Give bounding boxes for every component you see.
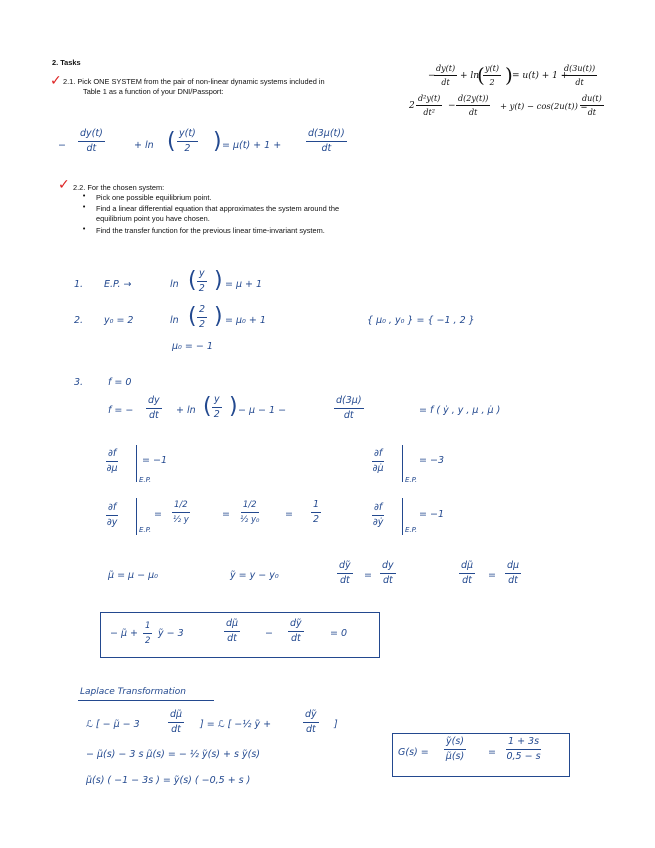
sys2-frac1: $\frac{\text{d²y(t)}}{\text{dt²}}$: [418, 94, 441, 117]
step1-ln: ln: [170, 279, 179, 290]
linear-eq-a: − μ̃ +: [110, 628, 139, 639]
step3-frac-dy: $\frac{dy}{dt}$: [148, 395, 160, 421]
step2-equilibrium-set: { μ₀ , y₀ } = { −1 , 2 }: [367, 315, 475, 326]
evaluation-bar: [136, 445, 137, 482]
sys2-frac2: $\frac{d(2y(t))}{dt}$: [458, 94, 489, 117]
partial-f-mudot-value: = −3: [419, 455, 444, 466]
substitution-dmu: $\frac{d\mu}{dt}$: [507, 560, 520, 586]
step3-frac-d3mu: $\frac{d(3\mu)}{dt}$: [336, 395, 362, 421]
bullet-icon: •: [82, 225, 87, 233]
transfer-function-ratio: $\frac{\text{ỹ(s)}}{\mũ(s)}$: [445, 736, 465, 762]
task-2-2-bullet: Find a linear differential equation that approximates the system around the: [96, 204, 340, 213]
step2-label: 2.: [74, 315, 84, 326]
laplace-line2: − μ̃(s) − 3 s μ̃(s) = − ½ ỹ(s) + s ỹ(s): [86, 749, 260, 760]
partial-f-mu: $\frac{\partial f}{\partial\mu}$: [106, 448, 118, 474]
bullet-icon: •: [82, 192, 87, 200]
step2-frac: $\frac{2}{2}$: [199, 304, 206, 330]
laplace-frac-dy: $\frac{\text{dỹ}}{dt}$: [305, 709, 317, 735]
evaluation-bar: [136, 498, 137, 535]
equals-sign: =: [364, 570, 372, 581]
task-2-1-line2: Table 1 as a function of your DNI/Passport:: [83, 87, 224, 96]
sys2-minus: −: [448, 101, 456, 111]
evaluation-bar: [402, 498, 403, 535]
step1-label: 1.: [74, 279, 84, 290]
partial-f-ydot: $\frac{\partial f}{\text{∂ẏ}}$: [372, 502, 384, 528]
task-2-2-bullet: Pick one possible equilibrium point.: [96, 193, 212, 202]
sys1-ln: + ln: [460, 71, 480, 81]
equals-sign: =: [285, 509, 293, 520]
step3-f0: f = 0: [108, 377, 132, 388]
partial-f-mu-value: = −1: [142, 455, 167, 466]
transfer-function-label: G(s) =: [398, 747, 429, 758]
chosen-frac1: $\frac{dy(t)}{dt}$: [80, 128, 103, 154]
laplace-frac-dmu: $\frac{d\mũ}{dt}$: [170, 709, 183, 735]
evaluation-bar: [402, 445, 403, 482]
linear-eq-dmu: $\frac{d\mũ}{dt}$: [226, 618, 239, 644]
substitution-dy-tilde: $\frac{\text{dỹ}}{dt}$: [339, 560, 351, 586]
ep-subscript: E.P.: [405, 526, 418, 534]
sys1-frac1: $\frac{dy(t)}{dt}$: [436, 64, 456, 87]
sys2-prefix: 2: [409, 101, 415, 111]
substitution-dy: $\frac{dy}{dt}$: [382, 560, 394, 586]
step2-rhs: = μ₀ + 1: [225, 315, 266, 326]
linear-eq-b: ỹ − 3: [158, 628, 184, 639]
step2-mu0: μ₀ = − 1: [172, 341, 213, 352]
partial-f-y-frac2: $\frac{1/2}{\text{½ y₀}}$: [240, 500, 260, 525]
task-2-1-line1: 2.1. Pick ONE SYSTEM from the pair of non-linear dynamic systems included in: [63, 77, 325, 86]
sys2-frac3: $\frac{du(t)}{dt}$: [582, 94, 602, 117]
ep-subscript: E.P.: [139, 526, 152, 534]
linear-eq-dy: $\frac{\text{dỹ}}{dt}$: [290, 618, 302, 644]
linear-eq-d: = 0: [330, 628, 348, 639]
partial-f-mudot: $\frac{\partial f}{\partial\mu̇}$: [372, 448, 384, 474]
step3-label: 3.: [74, 377, 84, 388]
substitution-dmu-tilde: $\frac{d\mũ}{dt}$: [461, 560, 474, 586]
partial-f-y-frac1: $\frac{1/2}{\text{½ y}}$: [172, 500, 189, 525]
task-2-2-title: 2.2. For the chosen system:: [73, 183, 165, 192]
linear-eq-half: $\frac{1}{2}$: [145, 621, 151, 646]
step3-fargs: = f ( ẏ , y , μ , μ̇ ): [419, 405, 501, 416]
bullet-icon: •: [82, 203, 87, 211]
task-2-2-bullet-cont: equilibrium point you have chosen.: [96, 214, 210, 223]
sys1-prefix: −: [428, 71, 436, 81]
sys1-rhs: = u(t) + 1 +: [512, 71, 569, 81]
laplace-title-underline: [78, 700, 214, 701]
step2-ln: ln: [170, 315, 179, 326]
sys1-frac2: $\frac{y(t)}{2}$: [485, 64, 499, 87]
step3-mid: − μ − 1 −: [238, 405, 287, 416]
equals-sign: =: [488, 570, 496, 581]
equals-sign: =: [488, 747, 496, 758]
step2-y0: y₀ = 2: [104, 315, 134, 326]
checkmark-icon: ✓: [50, 73, 62, 89]
step1-rhs: = μ + 1: [225, 279, 263, 290]
section-title: 2. Tasks: [52, 58, 81, 67]
step3-ln: + ln: [176, 405, 196, 416]
equals-sign: =: [222, 509, 230, 520]
substitution-mu: μ̃ = μ − μ₀: [108, 570, 158, 581]
laplace-title: Laplace Transformation: [80, 687, 186, 697]
ep-subscript: E.P.: [139, 476, 152, 484]
chosen-frac3: $\frac{d(3\mu(t))}{dt}$: [308, 128, 345, 154]
step3-frac-y: $\frac{y}{2}$: [213, 394, 220, 420]
step3-f-prefix: f = −: [108, 405, 134, 416]
laplace-line1-a: ℒ [ − μ̃ − 3: [86, 719, 140, 730]
step1-ep: E.P. →: [104, 279, 132, 290]
sys1-frac3: $\frac{d(3u(t))}{dt}$: [564, 64, 596, 87]
step1-frac: $\frac{y}{2}$: [198, 268, 205, 294]
laplace-line3: μ̃(s) ( −1 − 3s ) = ỹ(s) ( −0,5 + s ): [86, 775, 251, 786]
ep-subscript: E.P.: [405, 476, 418, 484]
substitution-y: ỹ = y − y₀: [230, 570, 279, 581]
laplace-line1-c: ]: [334, 719, 338, 730]
partial-f-y: $\frac{\partial f}{\partial y}$: [106, 502, 118, 528]
chosen-frac2: $\frac{y(t)}{2}$: [179, 128, 196, 154]
sys2-rhs: + y(t) − cos(2u(t)) =: [500, 101, 588, 111]
partial-f-y-frac3: $\frac{1}{2}$: [313, 499, 320, 525]
transfer-function-result: $\frac{1 + 3s}{0,5 - s}$: [506, 736, 541, 762]
partial-f-ydot-value: = −1: [419, 509, 444, 520]
linear-eq-c: −: [265, 628, 273, 639]
checkmark-icon: ✓: [58, 177, 70, 193]
equals-sign: =: [154, 509, 162, 520]
task-2-2-bullet: Find the transfer function for the previous linear time-invariant system.: [96, 226, 325, 235]
laplace-line1-b: ] = ℒ [ −½ ỹ +: [200, 719, 272, 730]
